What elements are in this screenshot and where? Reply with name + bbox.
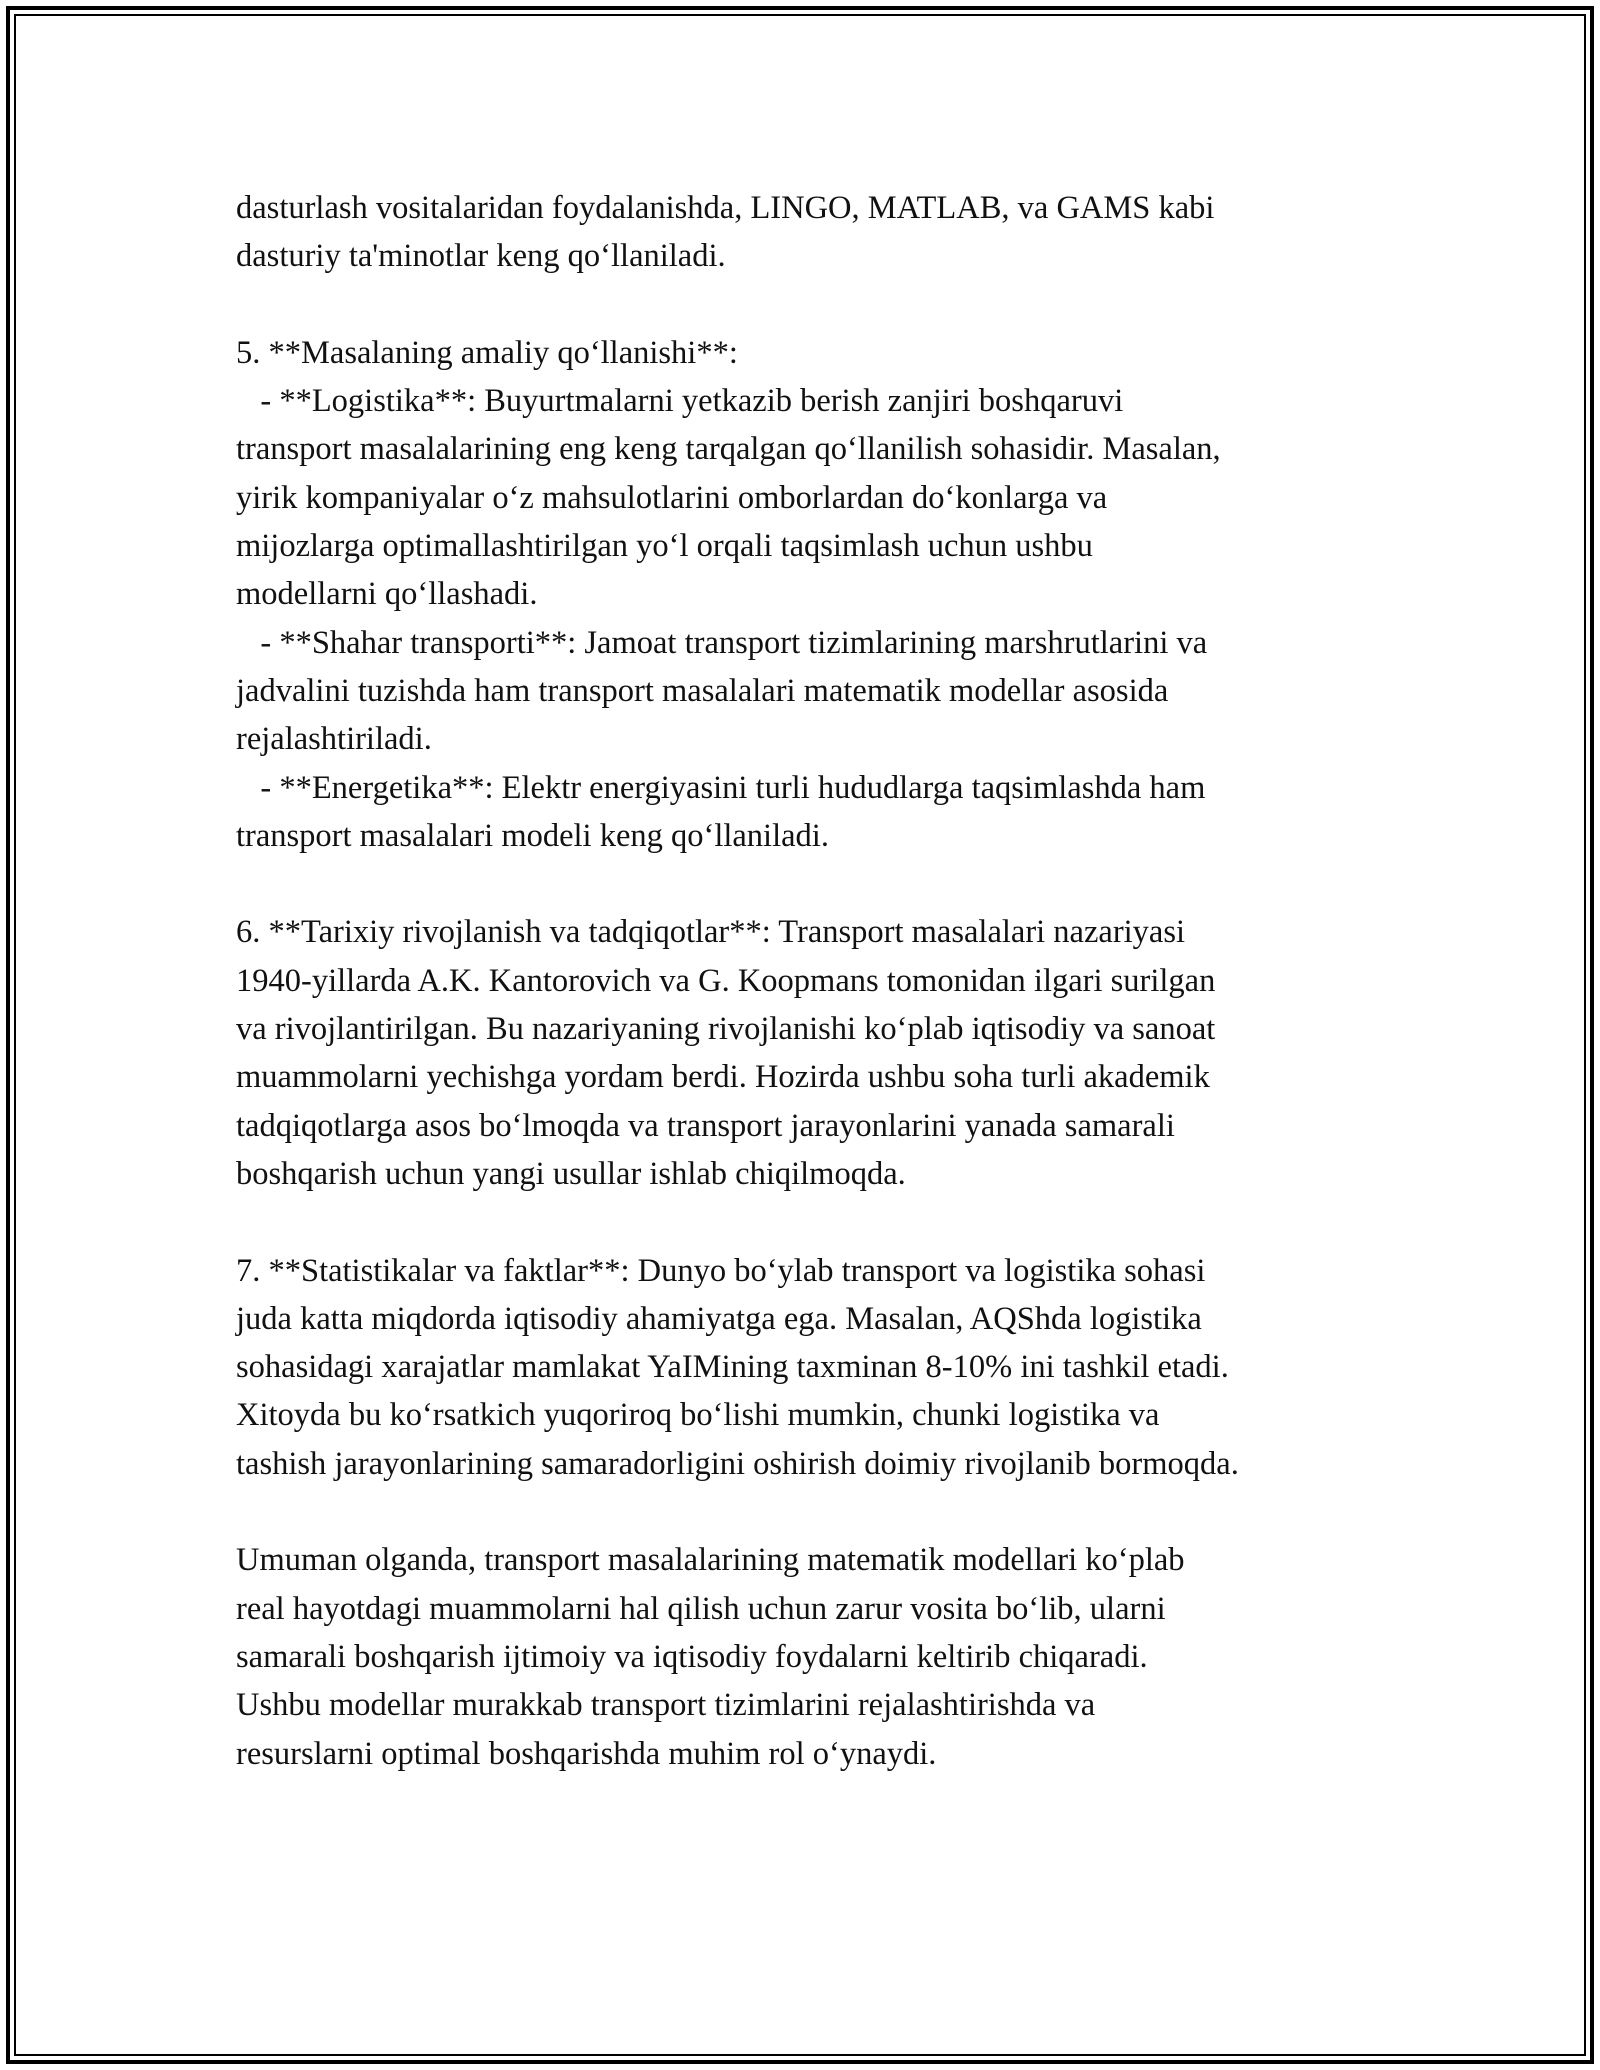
document-body: [236, 184, 1386, 1778]
text-line: rejalashtiriladi.: [236, 721, 432, 758]
text-line: tashish jarayonlarining samaradorligini oshirish doimiy rivojlanib bormoqda.: [236, 1445, 1239, 1482]
conclusion-line: Umuman olganda, transport masalalarining matematik modellari ko‘plab: [236, 1542, 1185, 1579]
blank-line: [236, 1488, 1386, 1536]
blank-line: [236, 281, 1386, 329]
text-line: resurslarni optimal boshqarishda muhim rol o‘ynaydi.: [236, 1735, 937, 1772]
text-line: dasturlash vositalaridan foydalanishda, LINGO, MATLAB, va GAMS kabi: [236, 190, 1215, 226]
bullet-shahar-transporti: - **Shahar transporti**: Jamoat transport tizimlarining marshrutlarini va: [236, 624, 1208, 661]
text-line: transport masalalari modeli keng qo‘llaniladi.: [236, 817, 829, 854]
bullet-logistika: - **Logistika**: Buyurtmalarni yetkazib berish zanjiri boshqaruvi: [236, 383, 1124, 420]
text-line: sohasidagi xarajatlar mamlakat YaIMining taxminan 8-10% ini tashkil etadi.: [236, 1349, 1229, 1386]
blank-line: [236, 860, 1386, 908]
blank-line: [236, 1198, 1386, 1246]
text-line: boshqarish uchun yangi usullar ishlab chiqilmoqda.: [236, 1155, 906, 1192]
text-line: tadqiqotlarga asos bo‘lmoqda va transport jarayonlarini yanada samarali: [236, 1107, 1175, 1144]
text-line: Ushbu modellar murakkab transport tizimlarini rejalashtirishda va: [236, 1687, 1096, 1724]
text-line: juda katta miqdorda iqtisodiy ahamiyatga ega. Masalan, AQShda logistika: [236, 1300, 1202, 1337]
text-line: yirik kompaniyalar o‘z mahsulotlarini omborlardan do‘konlarga va: [236, 479, 1108, 516]
text-line: mijozlarga optimallashtirilgan yo‘l orqali taqsimlash uchun ushbu: [236, 528, 1093, 565]
section-heading-5: 5. **Masalaning amaliy qo‘llanishi**:: [236, 334, 738, 371]
section-heading-7: 7. **Statistikalar va faktlar**: Dunyo bo‘ylab transport va logistika sohasi: [236, 1252, 1206, 1289]
text-line: modellarni qo‘llashadi.: [236, 576, 538, 613]
text-line: 1940-yillarda A.K. Kantorovich va G. Koopmans tomonidan ilgari surilgan: [236, 962, 1216, 999]
text-line: va rivojlantirilgan. Bu nazariyaning rivojlanishi ko‘plab iqtisodiy va sanoat: [236, 1011, 1216, 1048]
text-line: real hayotdagi muammolarni hal qilish uchun zarur vosita bo‘lib, ularni: [236, 1590, 1166, 1627]
text-line: jadvalini tuzishda ham transport masalalari matematik modellar asosida: [236, 672, 1169, 709]
bullet-energetika: - **Energetika**: Elektr energiyasini turli hududlarga taqsimlashda ham: [236, 769, 1206, 806]
text-line: muammolarni yechishga yordam berdi. Hozirda ushbu soha turli akademik: [236, 1059, 1210, 1096]
text-line: dasturiy ta'minotlar keng qo‘llaniladi.: [236, 238, 726, 275]
text-line: Xitoyda bu ko‘rsatkich yuqoriroq bo‘lishi mumkin, chunki logistika va: [236, 1397, 1160, 1434]
section-heading-6: 6. **Tarixiy rivojlanish va tadqiqotlar**: Transport masalalari nazariyasi: [236, 914, 1186, 951]
text-line: samarali boshqarish ijtimoiy va iqtisodiy foydalarni keltirib chiqaradi.: [236, 1638, 1148, 1675]
text-line: transport masalalarining eng keng tarqalgan qo‘llanilish sohasidir. Masalan,: [236, 431, 1221, 468]
